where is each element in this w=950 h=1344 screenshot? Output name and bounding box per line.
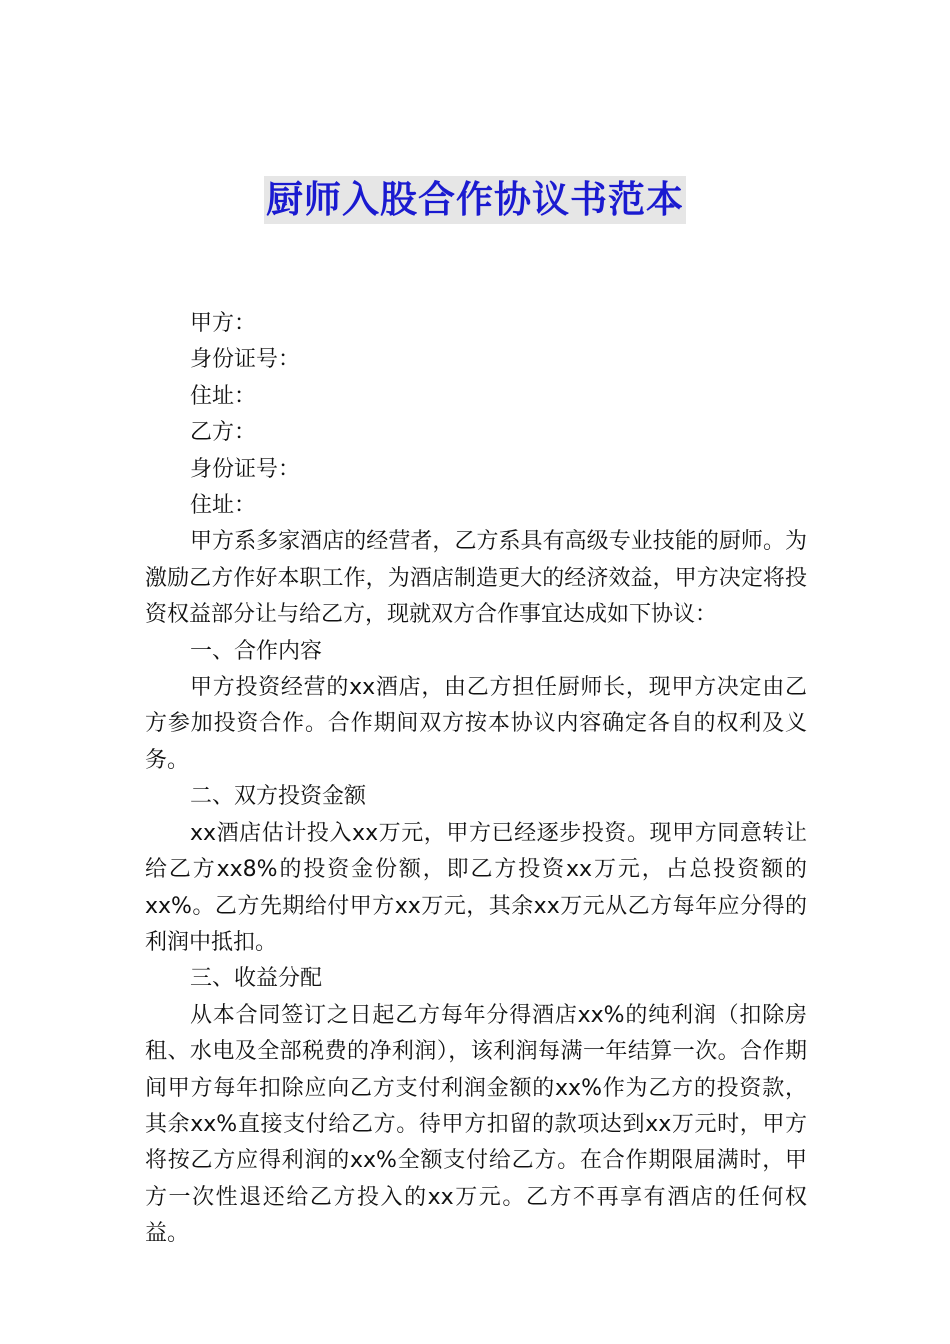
intro-paragraph: 甲方系多家酒店的经营者，乙方系具有高级专业技能的厨师。为激励乙方作好本职工作，为酒店制造更大的经济效益，甲方决定将投资权益部分让与给乙方，现就双方合作事宜达成如下协议：: [145, 529, 807, 628]
party-b-address-label: 住址：: [190, 493, 257, 519]
party-a-address-label: 住址：: [190, 383, 257, 409]
section-heading: 二、双方投资金额: [190, 784, 367, 810]
party-b-label: 乙方：: [190, 420, 257, 446]
document-body: [145, 306, 807, 1253]
party-a-label: 甲方：: [190, 311, 257, 336]
section-heading: 三、收益分配: [190, 966, 323, 992]
party-a-id-label: 身份证号：: [190, 347, 301, 373]
section-heading: 一、合作内容: [190, 638, 323, 664]
section-paragraph: xx酒店估计投入xx万元，甲方已经逐步投资。现甲方同意转让给乙方xx8%的投资金份额，即乙方投资xx万元，占总投资额的xx%。乙方先期给付甲方xx万元，其余xx万元从乙方每年应分得的利润中抵扣。: [145, 820, 807, 955]
section-paragraph: 从本合同签订之日起乙方每年分得酒店xx%的纯利润（扣除房租、水电及全部税费的净利润），该利润每满一年结算一次。合作期间甲方每年扣除应向乙方支付利润金额的xx%作为乙方的投资款，其余xx%直接支付给乙方。待甲方扣留的款项达到xx万元时，甲方将按乙方应得利润的xx%全额支付给乙方。在合作期限届满时，甲方一次性退还给乙方投入的xx万元。乙方不再享有酒店的任何权益。: [145, 1002, 807, 1247]
section-paragraph: 甲方投资经营的xx酒店，由乙方担任厨师长，现甲方决定由乙方参加投资合作。合作期间双方按本协议内容确定各自的权利及义务。: [145, 675, 807, 773]
party-b-id-label: 身份证号：: [190, 456, 301, 482]
document-title: 厨师入股合作协议书范本: [264, 176, 686, 224]
title-container: [0, 176, 950, 224]
